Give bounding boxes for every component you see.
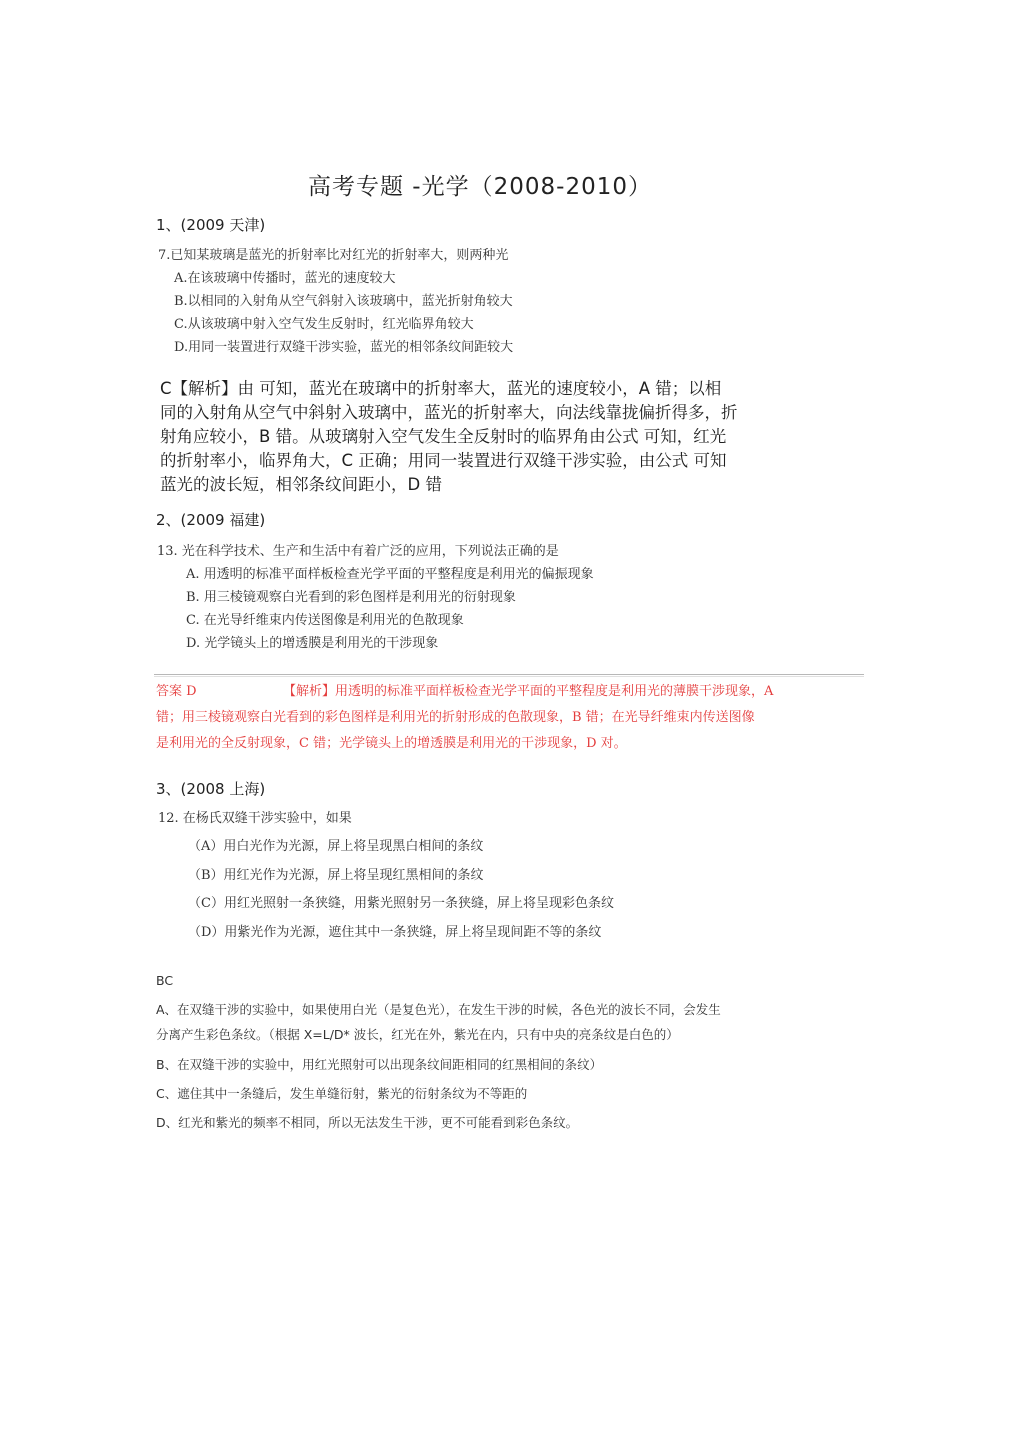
q1-option-a: A.在该玻璃中传播时，蓝光的速度较大 (174, 271, 396, 286)
q3-explanation-line: A、在双缝干涉的实验中，如果使用白光（是复色光），在发生干涉的时候，各色光的波长不同，会发生 (156, 1002, 721, 1017)
q2-analysis-line: 【解析】用透明的标准平面样板检查光学平面的平整程度是利用光的薄膜干涉现象，A (283, 684, 774, 699)
q3-explanation-line: C、遮住其中一条缝后，发生单缝衍射，紫光的衍射条纹为不等距的 (156, 1086, 528, 1101)
q2-analysis-line: 错；用三棱镜观察白光看到的彩色图样是利用光的折射形成的色散现象，B 错；在光导纤维束内传送图像 (156, 710, 755, 725)
q3-option-b: （B）用红光作为光源，屏上将呈现红黑相间的条纹 (188, 868, 484, 883)
q2-option-c: C. 在光导纤维束内传送图像是利用光的色散现象 (186, 613, 464, 628)
page-title: 高考专题 -光学（2008-2010） (308, 174, 652, 200)
q3-option-d: （D）用紫光作为光源，遮住其中一条狭缝，屏上将呈现间距不等的条纹 (188, 925, 602, 940)
q1-option-b: B.以相同的入射角从空气斜射入该玻璃中，蓝光折射角较大 (174, 294, 513, 309)
q3-header: 3、(2008 上海) (156, 780, 266, 798)
q1-option-c: C.从该玻璃中射入空气发生反射时，红光临界角较大 (174, 317, 474, 332)
divider (154, 676, 864, 677)
q2-stem: 13. 光在科学技术、生产和生活中有着广泛的应用，下列说法正确的是 (157, 544, 559, 559)
q3-explanation-line: B、在双缝干涉的实验中，用红光照射可以出现条纹间距相同的红黑相间的条纹） (156, 1057, 603, 1072)
q2-option-d: D. 光学镜头上的增透膜是利用光的干涉现象 (186, 636, 439, 651)
divider (154, 674, 864, 675)
q3-explanation-line: 分离产生彩色条纹。（根据 X=L/D* 波长，红光在外，紫光在内，只有中央的亮条纹是白色的） (156, 1027, 679, 1042)
q3-option-c: （C）用红光照射一条狭缝，用紫光照射另一条狭缝，屏上将呈现彩色条纹 (188, 896, 614, 911)
q1-option-d: D.用同一装置进行双缝干涉实验，蓝光的相邻条纹间距较大 (174, 340, 514, 355)
q1-analysis-line: 同的入射角从空气中斜射入玻璃中，蓝光的折射率大，向法线靠拢偏折得多，折 (160, 403, 738, 422)
q1-analysis-line: 射角应较小，B 错。从玻璃射入空气发生全反射时的临界角由公式 可知，红光 (160, 427, 727, 446)
q3-answer: BC (156, 973, 174, 988)
q2-option-a: A. 用透明的标准平面样板检查光学平面的平整程度是利用光的偏振现象 (186, 567, 594, 582)
q1-header: 1、(2009 天津) (156, 216, 266, 234)
q2-option-b: B. 用三棱镜观察白光看到的彩色图样是利用光的衍射现象 (186, 590, 516, 605)
q3-stem: 12. 在杨氏双缝干涉实验中，如果 (158, 811, 352, 826)
q2-analysis-line: 是利用光的全反射现象，C 错；光学镜头上的增透膜是利用光的干涉现象，D 对。 (156, 736, 627, 751)
q2-answer-label: 答案 D (156, 684, 197, 699)
q1-stem: 7.已知某玻璃是蓝光的折射率比对红光的折射率大，则两种光 (158, 248, 509, 263)
q1-analysis-line: C【解析】由 可知，蓝光在玻璃中的折射率大，蓝光的速度较小，A 错；以相 (160, 379, 722, 398)
q1-analysis-line: 的折射率小，临界角大，C 正确；用同一装置进行双缝干涉实验，由公式 可知 (160, 451, 727, 470)
q3-option-a: （A）用白光作为光源，屏上将呈现黑白相间的条纹 (188, 839, 484, 854)
q3-explanation-line: D、红光和紫光的频率不相同，所以无法发生干涉，更不可能看到彩色条纹。 (156, 1115, 579, 1130)
q2-header: 2、(2009 福建) (156, 511, 266, 529)
q1-analysis-line: 蓝光的波长短，相邻条纹间距小，D 错 (160, 475, 442, 494)
